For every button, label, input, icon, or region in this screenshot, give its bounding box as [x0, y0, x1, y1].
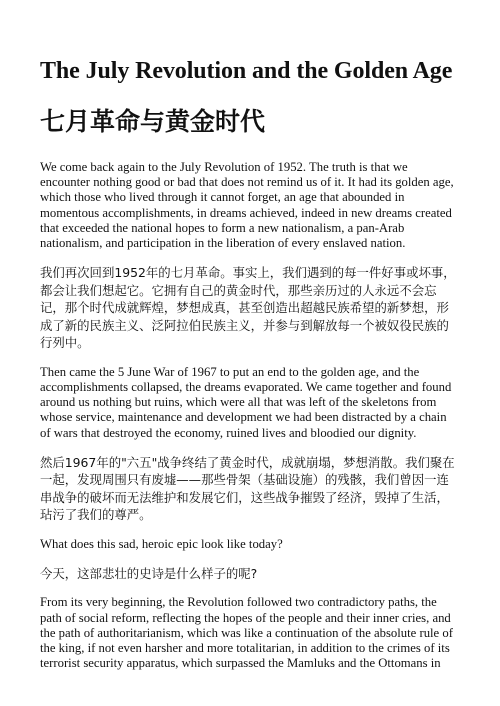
paragraph-en-4: From its very beginning, the Revolution followed two contradictory paths, the path of social reform, reflecting the hopes of the people and their inner cries, and the path of authoritarianism, which was like a continuation of the absolute rule of the king, if not even harsher and more totalitarian, in addition to the crimes of its terrorist security apparatus, which surpassed the Mamluks and the Ottomans in	[40, 595, 453, 671]
paragraph-zh-3: 今天，这部悲壮的史诗是什么样子的呢?	[40, 565, 258, 581]
title-chinese: 七月革命与黄金时代	[40, 107, 266, 136]
title-english: The July Revolution and the Golden Age	[40, 58, 453, 84]
document-page	[40, 0, 460, 671]
paragraph-en-1: We come back again to the July Revolution of 1952. The truth is that we encounter nothing good or bad that does not remind us of it. It had its golden age, which those who lived through it cannot forget, an age that abounded in momentous accomplishments, in dreams achieved, indeed in new dreams created that exceeded the national hopes to form a new nationalism, a pan-Arab nationalism, and participation in the liberation of every enslaved nation.	[40, 160, 454, 251]
paragraph-zh-2: 然后1967年的"六五"战争终结了黄金时代，成就崩塌，梦想消散。我们聚在一起，发现周围只有废墟——那些骨架（基础设施）的残骸，我们曾因一连串战争的破坏而无法维护和发展它们，这些战争摧毁了经济，毁掉了生活，玷污了我们的尊严。	[40, 454, 455, 523]
paragraph-zh-1: 我们再次回到1952年的七月革命。事实上，我们遇到的每一件好事或坏事，都会让我们想起它。它拥有自己的黄金时代，那些亲历过的人永远不会忘记，那个时代成就辉煌，梦想成真，甚至创造出超越民族希望的新梦想，形成了新的民族主义、泛阿拉伯民族主义，并参与到解放每一个被奴役民族的行列中。	[40, 265, 456, 351]
paragraph-en-3: What does this sad, heroic epic look like today?	[40, 536, 283, 551]
paragraph-en-2: Then came the 5 June War of 1967 to put an end to the golden age, and the accomplishments collapsed, the dreams evaporated. We came together and found around us nothing but ruins, which were all that was left of the skeletons from whose service, maintenance and development we had been distracted by a chain of wars that destroyed the economy, ruined lives and bloodied our dignity.	[40, 364, 452, 440]
